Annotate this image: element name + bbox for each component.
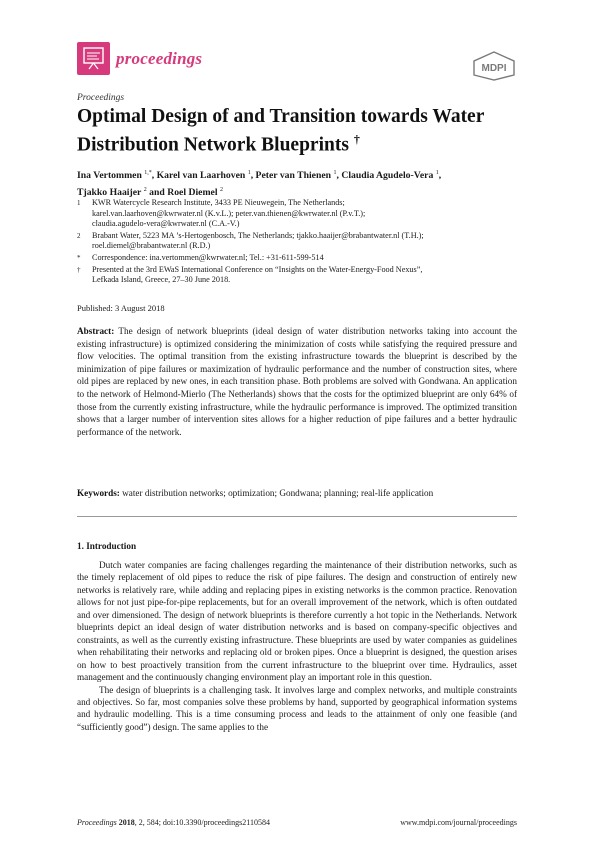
author-name: Karel van Laarhoven <box>156 170 246 182</box>
author-affil-mark: 1 <box>435 170 439 176</box>
author-affil-mark: 1 <box>247 170 251 176</box>
affiliation-line: roel.diemel@brabantwater.nl (R.D.) <box>92 241 211 251</box>
journal-name: proceedings <box>116 49 203 68</box>
keywords-label: Keywords: <box>77 488 120 498</box>
abstract-text: The design of network blueprints (ideal design of water distribution networks taking into account the existing infrastructure) is optimized considering the minimization of costs while satisfying the required pressure and flow velocities. The optimal transition from the existing infrastructure towards the blueprint is described by the minimization of pipe failures or maximization of hydraulic performance and the number of construction sites, where old pipes are replaced by new ones, in each transition phase. Both problems are solved with Gondwana. An application to the network of Helmond-Mierlo (The Netherlands) shows that the costs for the optimized blueprint are only 64% of those from the currently existing infrastructure, while the hydraulic performance is improved. The optimized transition shows that a larger number of intervention sites allows for a higher reduction of pipe failures and a better hydraulic performance of the network. <box>77 326 517 437</box>
author-name: Ina Vertommen <box>77 170 142 182</box>
conference-note-line: Lefkada Island, Greece, 27–30 June 2018. <box>92 275 231 285</box>
conference-note <box>77 265 517 286</box>
affiliation-line: Brabant Water, 5223 MA ’s-Hertogenbosch, The Netherlands; tjakko.haaijer@brabantwater.nl (T.H.); <box>92 230 424 240</box>
author-affil-mark: 2 <box>219 187 223 194</box>
affiliation-mark: 1 <box>77 199 81 207</box>
correspondence-item <box>77 253 517 264</box>
published-date: Published: 3 August 2018 <box>77 303 165 313</box>
author-name: Roel Diemel <box>167 187 218 199</box>
body-paragraph: Dutch water companies are facing challenges regarding the maintenance of their distribution networks, such as the timely replacement of old pipes to reduce the risk of pipe failures. The design and construction of entirely new networks is relatively rare, while adding and replacing pipes in existing networks is the common practice. Renovation allows for not just pipe-for-pipe replacements, but for an overall improvement of the network, which is often outdated and over dimensioned. The design of network blueprints is therefore currently a hot topic in the Netherlands. Network blueprints depict an ideal design of water distribution networks and is based on company-specific objectives and constraints, as well as the currently existing infrastructure. These blueprints are used by water companies as guidelines when rehabilitating their networks and replacing old or broken pipes. Once a blueprint is designed, the question arises on how to best proactively transition from the current infrastructure to the blueprint over time. Hydraulics, asset management and the continuously changing environment play an important role in this question. <box>77 560 517 683</box>
author-affil-mark: 2 <box>143 187 147 194</box>
abstract-label: Abstract: <box>77 326 115 336</box>
footer-citation <box>77 818 270 827</box>
conference-note-line: Presented at the 3rd EWaS International Conference on “Insights on the Water-Energy-Food Nexus”, <box>92 264 423 274</box>
paper-title <box>77 105 517 157</box>
conference-note-mark: † <box>77 265 81 274</box>
affiliation-item <box>77 198 517 230</box>
affiliation-item <box>77 231 517 252</box>
author-name: Tjakko Haaijer <box>77 187 142 199</box>
proceedings-logo-icon <box>77 42 110 75</box>
footer-url[interactable]: www.mdpi.com/journal/proceedings <box>400 818 517 827</box>
section-heading: 1. Introduction <box>77 541 137 551</box>
footer-citation-rest: , 2, 584; doi:10.3390/proceedings2110584 <box>134 818 270 827</box>
keywords-text: water distribution networks; optimization; Gondwana; planning; real-life application <box>122 488 434 498</box>
author-name: Claudia Agudelo-Vera <box>341 170 434 182</box>
paper-title-text: Optimal Design of and Transition towards Water Distribution Network Blueprints <box>77 106 485 156</box>
keywords <box>77 487 517 500</box>
correspondence-mark: * <box>77 253 81 262</box>
author-list: Ina Vertommen $^{1,*}$, Karel van Laarhoven $^1$, Peter van Thienen $^1$, Claudia Agudelo-Vera $^1$, Tjakko Haaijer $^2$ and Roel Diemel $^2$ <box>77 170 442 199</box>
footer-journal: Proceedings <box>77 818 117 827</box>
author-name: Peter van Thienen <box>255 170 332 182</box>
author-affil-mark: 1 <box>333 170 337 176</box>
affiliation-mark: 2 <box>77 231 81 240</box>
affiliation-line: KWR Watercycle Research Institute, 3433 PE Nieuwegein, The Netherlands; <box>92 198 345 207</box>
footer-year: 2018 <box>118 818 135 827</box>
correspondence-line: Correspondence: ina.vertommen@kwrwater.nl; Tel.: +31-611-599-514 <box>92 252 324 262</box>
mdpi-logo-text: MDPI <box>481 63 507 74</box>
body-paragraph: The design of blueprints is a challenging task. It involves large and complex networks, and multiple constraints and objectives. So far, most companies solve these problems by hand, supported by geographical information systems and hydraulic modelling. This is a time consuming process and leads to the attainment of only one feasible (and “sufficiently good”) design. The same applies to the <box>77 684 517 732</box>
affiliation-line: claudia.agudelo-vera@kwrwater.nl (C.A.-V.) <box>92 219 240 229</box>
affiliations <box>77 198 517 287</box>
title-footnote-mark: † <box>353 132 360 146</box>
author-affil-mark: 1,* <box>144 170 152 176</box>
section-divider <box>77 516 517 517</box>
section-label: Proceedings <box>77 93 125 103</box>
affiliation-line: karel.van.laarhoven@kwrwater.nl (K.v.L.); peter.van.thienen@kwrwater.nl (P.v.T.); <box>92 208 366 218</box>
introduction-body <box>77 559 517 733</box>
abstract <box>77 325 517 438</box>
mdpi-logo-icon <box>472 51 516 81</box>
